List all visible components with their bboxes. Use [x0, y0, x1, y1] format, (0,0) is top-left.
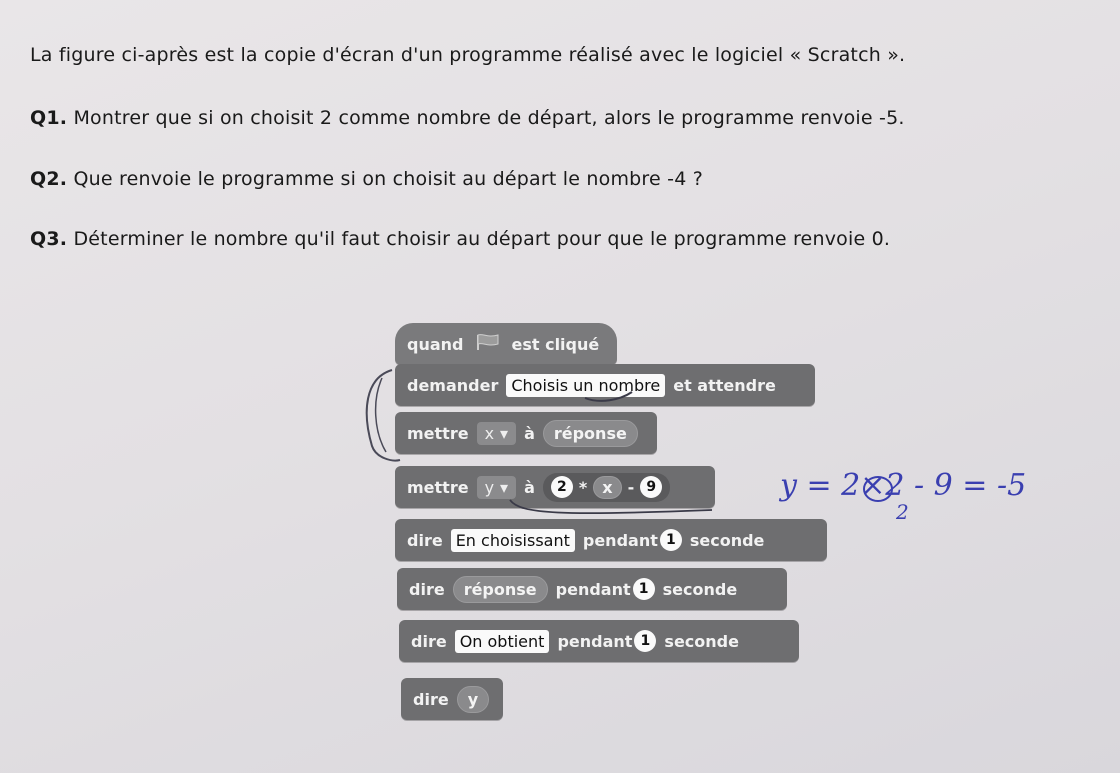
handwritten-equation: y = 2×2 - 9 = -5: [780, 468, 1027, 503]
question-1-text: Montrer que si on choisit 2 comme nombre de départ, alors le programme renvoie -5.: [73, 107, 905, 129]
question-3-text: Déterminer le nombre qu'il faut choisir au départ pour que le programme renvoie 0.: [73, 228, 891, 250]
say-block-4: [401, 678, 503, 720]
set-y-word: mettre: [407, 477, 469, 497]
ask-text-slot: Choisis un nombre: [506, 374, 665, 397]
when-flag-clicked-block: [395, 323, 617, 365]
handwritten-subscript: 2: [896, 500, 909, 524]
set-x-to-word: à: [524, 423, 535, 443]
say-word: dire: [413, 689, 449, 709]
seconds-2: 1: [633, 578, 655, 600]
for-word: pendant: [555, 579, 631, 599]
minus-sign: -: [627, 477, 635, 497]
variable-y-dropdown: [477, 476, 517, 499]
number-9: 9: [640, 476, 662, 498]
number-2: 2: [551, 476, 573, 498]
set-y-block: [395, 466, 715, 508]
question-2-text: Que renvoie le programme si on choisit au départ le nombre -4 ?: [73, 168, 704, 190]
say-word: dire: [407, 530, 443, 550]
say-block-3: [399, 620, 799, 662]
green-flag-icon: [475, 333, 501, 355]
seconds-word: seconde: [689, 530, 765, 550]
say-block-1: [395, 519, 827, 561]
hat-word-clicked: est cliqué: [511, 334, 600, 354]
dropdown-arrow-icon: ▾: [500, 423, 509, 443]
x-reporter: x: [593, 476, 621, 499]
for-word: pendant: [557, 631, 633, 651]
variable-x-name: x: [484, 423, 495, 443]
dropdown-arrow-icon: ▾: [500, 477, 509, 497]
ask-wait-word: et attendre: [673, 375, 776, 395]
expression-reporter: [543, 473, 670, 502]
question-2-number: Q2.: [30, 168, 68, 190]
y-reporter: y: [457, 686, 489, 713]
say-text-slot-1: En choisissant: [451, 529, 575, 552]
answer-reporter-2: réponse: [453, 576, 548, 603]
hat-word-when: quand: [407, 334, 464, 354]
set-y-to-word: à: [524, 477, 535, 497]
say-word: dire: [411, 631, 447, 651]
variable-x-dropdown: [477, 422, 517, 445]
for-word: pendant: [582, 530, 658, 550]
variable-y-name: y: [484, 477, 495, 497]
seconds-1: 1: [660, 529, 682, 551]
say-text-slot-3: On obtient: [455, 630, 550, 653]
ask-and-wait-block: [395, 364, 815, 406]
set-x-word: mettre: [407, 423, 469, 443]
say-block-2: [397, 568, 787, 610]
ask-word: demander: [407, 375, 499, 395]
multiply-sign: *: [578, 477, 588, 497]
intro-text: La figure ci-après est la copie d'écran d'un programme réalisé avec le logiciel « Scratch ».: [30, 44, 906, 66]
seconds-word: seconde: [662, 579, 738, 599]
seconds-3: 1: [634, 630, 656, 652]
question-3-number: Q3.: [30, 228, 68, 250]
say-word: dire: [409, 579, 445, 599]
seconds-word: seconde: [664, 631, 739, 651]
set-x-block: [395, 412, 657, 454]
answer-reporter: réponse: [543, 420, 638, 447]
question-1-number: Q1.: [30, 107, 68, 129]
